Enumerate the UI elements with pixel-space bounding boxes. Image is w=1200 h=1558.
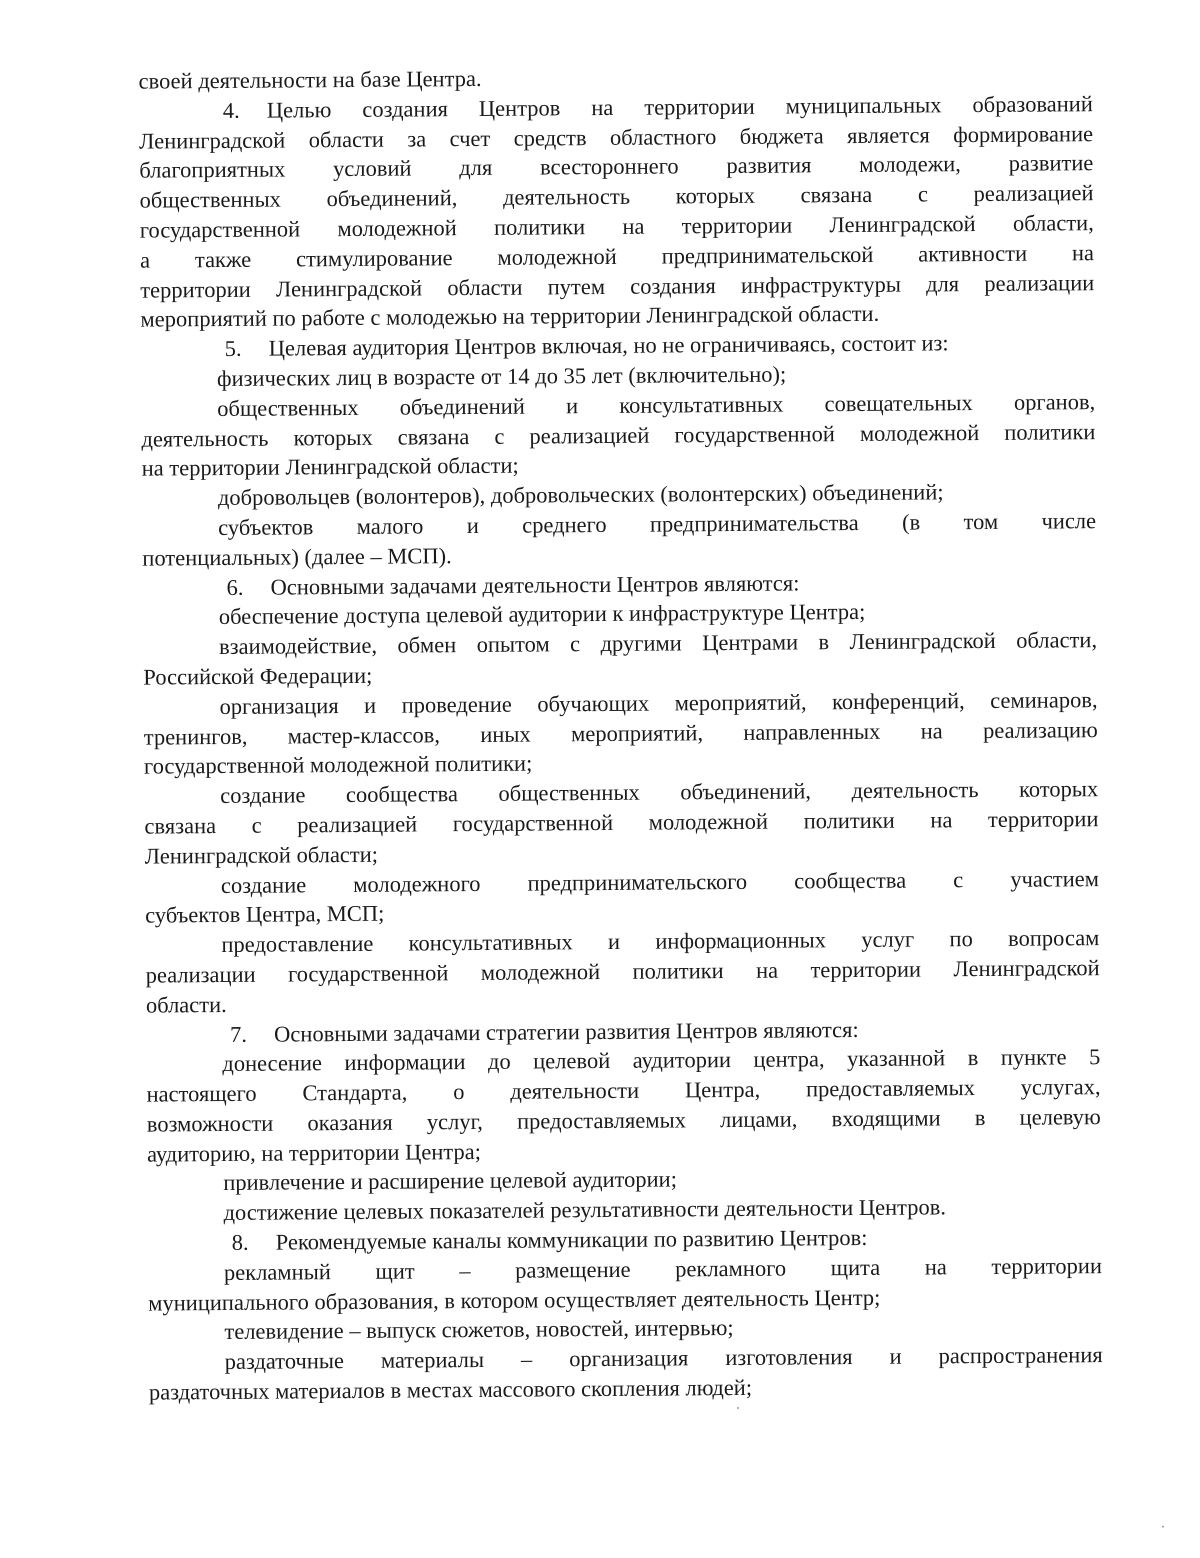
line-text: аудиторию, на территории Центра; [146, 1138, 482, 1167]
paragraph-number: 4. [222, 97, 240, 123]
scan-speck [737, 1407, 739, 1409]
paragraph-number: 7. [230, 1021, 248, 1047]
line-text: общественных объединений, деятельность которых связана с реализацией [139, 180, 1094, 213]
line-text: своей деятельности на базе Центра. [138, 65, 482, 94]
line-text: общественных объединений и консультативных совещательных органов, [217, 388, 1096, 421]
line-text: субъектов Центра, МСП; [145, 901, 385, 928]
line-text: на территории Ленинградской области; [141, 453, 519, 481]
line-text: деятельность которых связана с реализацией государственной молодежной политики [141, 418, 1096, 452]
line-text: Российской Федерации; [143, 662, 373, 690]
paragraph-number: 5. [224, 335, 242, 362]
line-text: телевидение – выпуск сюжетов, новостей, интервью; [224, 1315, 734, 1345]
line-text: территории Ленинградской области путем создания инфраструктуры для реализации [140, 269, 1095, 303]
line-text: настоящего Стандарта, о деятельности Центра, предоставляемых услугах, [146, 1074, 1101, 1107]
line-text: физических лиц в возрасте от 14 до 35 лет (включительно); [216, 361, 787, 391]
line-text: добровольцев (волонтеров), добровольческих (волонтерских) объединений; [217, 479, 944, 511]
line-text: потенциальных) (далее – МСП). [142, 542, 452, 571]
scan-speck [1162, 1526, 1164, 1528]
line-text: взаимодействие, обмен опытом с другими Центрами в Ленинградской области, [218, 627, 1098, 660]
line-text: области. [145, 991, 227, 1018]
line-text: Основными задачами деятельности Центров являются: [270, 569, 800, 600]
line-text: создание молодежного предпринимательского сообщества с участием [220, 865, 1100, 898]
line-text: реализации государственной молодежной политики на территории Ленинградской [145, 955, 1100, 988]
line-text: раздаточных материалов в местах массового скопления людей; [148, 1374, 753, 1405]
line-text: связана с реализацией государственной молодежной политики на территории [144, 806, 1099, 839]
line-text: Целевая аудитория Центров включая, но не ограничиваясь, состоит из: [268, 330, 949, 361]
line-text: рекламный щит – размещение рекламного щита на территории [223, 1252, 1103, 1285]
line-text: раздаточные материалы – организация изготовления и распространения [224, 1342, 1103, 1375]
line-text: муниципального образования, в котором осуществляет деятельность Центр; [148, 1284, 881, 1316]
text-line [149, 1370, 1103, 1407]
line-text: Ленинградской области за счет средств областного бюджета является формирование [138, 120, 1094, 154]
line-text: привлечение и расширение целевой аудитории; [223, 1166, 678, 1196]
paragraph-number: 6. [226, 574, 244, 600]
line-text: государственной молодежной политики; [143, 750, 533, 779]
line-text: организация и проведение обучающих мероприятий, конференций, семинаров, [219, 686, 1098, 719]
line-text: Целью создания Центров на территории муниципальных образований [266, 90, 1093, 123]
line-text: возможности оказания услуг, предоставляемых лицами, входящими в целевую [146, 1103, 1101, 1137]
line-text: а также стимулирование молодежной предпринимательской активности на [139, 239, 1095, 273]
line-text: предоставление консультативных и информационных услуг по вопросам [221, 925, 1100, 958]
line-text: достижение целевых показателей результативности деятельности Центров. [223, 1194, 947, 1226]
document-body [139, 59, 1104, 1407]
line-text: тренингов, мастер-классов, иных мероприятий, направленных на реализацию [143, 716, 1098, 750]
line-text: Ленинградской области; [144, 841, 379, 869]
line-text: благоприятных условий для всестороннего развития молодежи, развитие [139, 150, 1094, 184]
line-text: Основными задачами стратегии развития Центров являются: [274, 1016, 859, 1047]
line-text: государственной молодежной политики на территории Ленинградской области, [139, 210, 1094, 243]
line-text: Рекомендуемые каналы коммуникации по развитию Центров: [275, 1225, 868, 1255]
line-text: донесение информации до целевой аудитории центра, указанной в пункте 5 [222, 1044, 1101, 1077]
line-text: создание сообщества общественных объединений, деятельность которых [220, 776, 1099, 809]
paragraph-number: 8. [231, 1229, 249, 1256]
line-text: мероприятий по работе с молодежью на территории Ленинградской области. [140, 301, 880, 332]
line-text: обеспечение доступа целевой аудитории к инфраструктуре Центра; [218, 599, 866, 630]
line-text: субъектов малого и среднего предпринимательства (в том числе [218, 508, 1097, 540]
